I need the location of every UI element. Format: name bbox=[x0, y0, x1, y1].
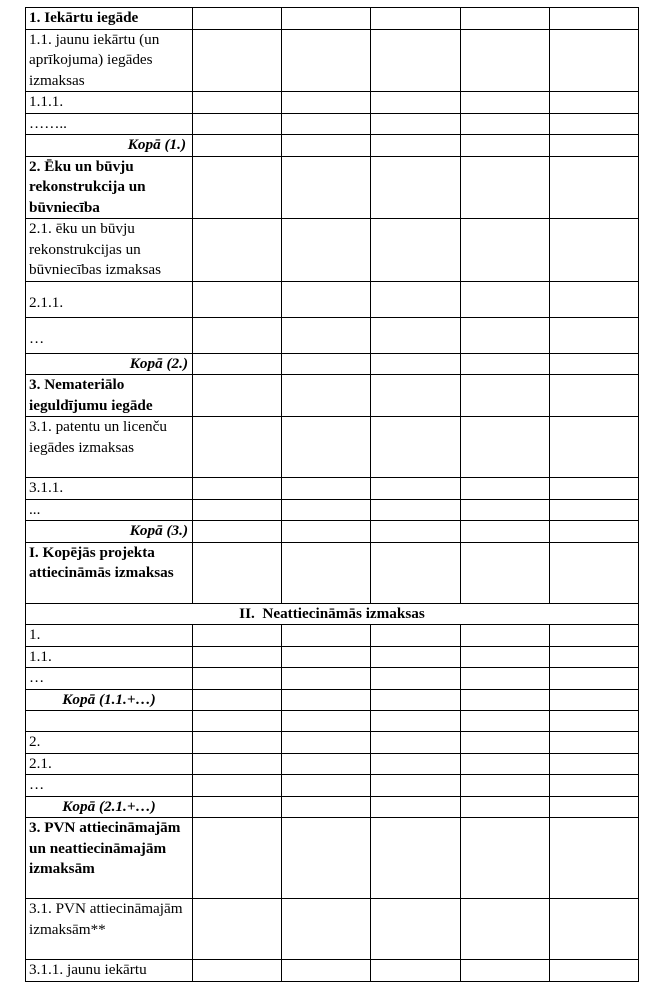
table-cell bbox=[460, 646, 549, 668]
table-cell bbox=[282, 711, 371, 732]
table-cell bbox=[549, 818, 638, 899]
table-cell bbox=[193, 646, 282, 668]
table-cell bbox=[549, 417, 638, 478]
row-label: 1. Iekārtu iegāde bbox=[26, 8, 193, 30]
table-cell bbox=[371, 219, 460, 282]
table-cell bbox=[282, 317, 371, 353]
table-cell bbox=[371, 92, 460, 114]
table-cell bbox=[371, 625, 460, 647]
table-cell bbox=[282, 92, 371, 114]
table-row bbox=[26, 113, 639, 135]
table-cell bbox=[460, 711, 549, 732]
table-row bbox=[26, 711, 639, 732]
table-cell bbox=[193, 668, 282, 690]
table-cell bbox=[282, 478, 371, 500]
table-cell bbox=[282, 29, 371, 92]
table-cell bbox=[549, 8, 638, 30]
table-cell bbox=[460, 960, 549, 982]
table-cell bbox=[549, 689, 638, 711]
table-cell bbox=[282, 753, 371, 775]
table-cell bbox=[371, 711, 460, 732]
row-label: 3. PVN attiecināmajām un neattiecināmajām izmaksām bbox=[26, 818, 193, 899]
table-cell bbox=[549, 753, 638, 775]
table-cell bbox=[549, 317, 638, 353]
table-cell bbox=[549, 281, 638, 317]
table-cell bbox=[460, 317, 549, 353]
table-cell bbox=[282, 796, 371, 818]
table-row bbox=[26, 753, 639, 775]
table-cell bbox=[371, 135, 460, 157]
table-cell bbox=[549, 353, 638, 375]
table-cell bbox=[193, 775, 282, 797]
table-cell bbox=[371, 8, 460, 30]
table-cell bbox=[371, 796, 460, 818]
table-row bbox=[26, 219, 639, 282]
table-cell bbox=[549, 499, 638, 521]
table-cell bbox=[460, 92, 549, 114]
table-row bbox=[26, 689, 639, 711]
table-row bbox=[26, 317, 639, 353]
subtotal-label: Kopā (1.1.+…) bbox=[26, 689, 193, 711]
table-cell bbox=[282, 499, 371, 521]
table-cell bbox=[282, 646, 371, 668]
table-cell bbox=[549, 960, 638, 982]
table-cell bbox=[549, 219, 638, 282]
table-cell bbox=[282, 113, 371, 135]
table-cell bbox=[193, 899, 282, 960]
table-cell bbox=[282, 625, 371, 647]
table-row bbox=[26, 353, 639, 375]
row-label: 2.1.1. bbox=[26, 281, 193, 317]
table-cell bbox=[460, 775, 549, 797]
table-row bbox=[26, 603, 639, 625]
row-label: ... bbox=[26, 499, 193, 521]
table-cell bbox=[549, 732, 638, 754]
table-cell bbox=[460, 219, 549, 282]
table-cell bbox=[460, 625, 549, 647]
table-row bbox=[26, 8, 639, 30]
table-cell bbox=[282, 521, 371, 543]
row-label: …….. bbox=[26, 113, 193, 135]
table-cell bbox=[460, 29, 549, 92]
table-cell bbox=[282, 775, 371, 797]
table-cell bbox=[193, 960, 282, 982]
row-label: … bbox=[26, 668, 193, 690]
table-cell bbox=[549, 156, 638, 219]
table-row bbox=[26, 960, 639, 982]
table-row bbox=[26, 521, 639, 543]
table-row bbox=[26, 499, 639, 521]
table-cell bbox=[193, 499, 282, 521]
table-cell bbox=[549, 92, 638, 114]
table-cell bbox=[193, 8, 282, 30]
table-cell bbox=[371, 668, 460, 690]
table-cell bbox=[549, 646, 638, 668]
table-cell bbox=[193, 156, 282, 219]
table-cell bbox=[282, 668, 371, 690]
row-label: 2.1. bbox=[26, 753, 193, 775]
table-cell bbox=[193, 625, 282, 647]
table-cell bbox=[193, 732, 282, 754]
row-label: I. Kopējās projekta attiecināmās izmaksas bbox=[26, 542, 193, 603]
table-cell bbox=[549, 29, 638, 92]
table-cell bbox=[193, 689, 282, 711]
table-cell bbox=[549, 775, 638, 797]
table-cell bbox=[460, 668, 549, 690]
table-cell bbox=[371, 478, 460, 500]
table-cell bbox=[193, 353, 282, 375]
table-cell bbox=[371, 156, 460, 219]
table-cell bbox=[282, 542, 371, 603]
table-cell bbox=[282, 8, 371, 30]
table-cell bbox=[460, 542, 549, 603]
table-cell bbox=[460, 753, 549, 775]
table-cell bbox=[549, 521, 638, 543]
table-cell bbox=[371, 542, 460, 603]
table-cell bbox=[282, 899, 371, 960]
table-row bbox=[26, 818, 639, 899]
row-label bbox=[26, 711, 193, 732]
table-cell bbox=[282, 281, 371, 317]
cost-table bbox=[25, 7, 639, 982]
table-cell bbox=[193, 711, 282, 732]
table-cell bbox=[460, 689, 549, 711]
table-row bbox=[26, 775, 639, 797]
row-label: 2. Ēku un būvju rekonstrukcija un būvniecība bbox=[26, 156, 193, 219]
table-row bbox=[26, 796, 639, 818]
table-row bbox=[26, 417, 639, 478]
table-row bbox=[26, 732, 639, 754]
table-cell bbox=[282, 375, 371, 417]
table-row bbox=[26, 281, 639, 317]
table-cell bbox=[549, 113, 638, 135]
row-label: 3.1. patentu un licenču iegādes izmaksas bbox=[26, 417, 193, 478]
table-cell bbox=[193, 796, 282, 818]
table-cell bbox=[282, 135, 371, 157]
row-label: 3. Nemateriālo ieguldījumu iegāde bbox=[26, 375, 193, 417]
table-cell bbox=[371, 960, 460, 982]
table-cell bbox=[460, 796, 549, 818]
table-cell bbox=[193, 753, 282, 775]
table-cell bbox=[282, 156, 371, 219]
row-label: 1.1.1. bbox=[26, 92, 193, 114]
row-label: 3.1.1. jaunu iekārtu bbox=[26, 960, 193, 982]
row-label: 3.1.1. bbox=[26, 478, 193, 500]
table-cell bbox=[371, 818, 460, 899]
table-cell bbox=[371, 775, 460, 797]
cost-table-wrapper bbox=[25, 7, 638, 982]
table-cell bbox=[282, 689, 371, 711]
table-cell bbox=[371, 899, 460, 960]
table-cell bbox=[193, 542, 282, 603]
table-cell bbox=[371, 113, 460, 135]
table-row bbox=[26, 375, 639, 417]
row-label: 2. bbox=[26, 732, 193, 754]
table-cell bbox=[193, 281, 282, 317]
table-cell bbox=[282, 732, 371, 754]
table-cell bbox=[371, 281, 460, 317]
table-cell bbox=[460, 135, 549, 157]
table-cell bbox=[371, 689, 460, 711]
table-cell bbox=[549, 478, 638, 500]
table-row bbox=[26, 478, 639, 500]
section-header: II. Neattiecināmās izmaksas bbox=[26, 603, 639, 625]
table-row bbox=[26, 646, 639, 668]
table-cell bbox=[193, 521, 282, 543]
table-cell bbox=[193, 219, 282, 282]
row-label: … bbox=[26, 317, 193, 353]
table-cell bbox=[549, 668, 638, 690]
table-cell bbox=[460, 353, 549, 375]
table-cell bbox=[460, 478, 549, 500]
table-row bbox=[26, 135, 639, 157]
table-cell bbox=[460, 375, 549, 417]
table-cell bbox=[371, 521, 460, 543]
subtotal-label: Kopā (2.) bbox=[26, 353, 193, 375]
table-cell bbox=[460, 417, 549, 478]
table-cell bbox=[371, 753, 460, 775]
table-cell bbox=[371, 317, 460, 353]
table-cell bbox=[371, 375, 460, 417]
table-cell bbox=[193, 375, 282, 417]
table-cell bbox=[193, 478, 282, 500]
row-label: 2.1. ēku un būvju rekonstrukcijas un būvniecības izmaksas bbox=[26, 219, 193, 282]
table-cell bbox=[193, 29, 282, 92]
table-cell bbox=[282, 818, 371, 899]
table-cell bbox=[549, 625, 638, 647]
table-row bbox=[26, 542, 639, 603]
table-row bbox=[26, 92, 639, 114]
table-cell bbox=[282, 417, 371, 478]
table-cell bbox=[460, 113, 549, 135]
row-label: 3.1. PVN attiecināmajām izmaksām** bbox=[26, 899, 193, 960]
table-cell bbox=[460, 156, 549, 219]
row-label: 1.1. jaunu iekārtu (un aprīkojuma) iegādes izmaksas bbox=[26, 29, 193, 92]
table-cell bbox=[193, 818, 282, 899]
row-label: 1. bbox=[26, 625, 193, 647]
table-cell bbox=[460, 499, 549, 521]
table-cell bbox=[460, 818, 549, 899]
table-row bbox=[26, 156, 639, 219]
table-cell bbox=[549, 899, 638, 960]
table-cell bbox=[460, 899, 549, 960]
table-cell bbox=[193, 135, 282, 157]
table-cell bbox=[371, 646, 460, 668]
table-cell bbox=[549, 135, 638, 157]
table-cell bbox=[371, 353, 460, 375]
table-cell bbox=[282, 353, 371, 375]
row-label: … bbox=[26, 775, 193, 797]
table-cell bbox=[549, 796, 638, 818]
table-cell bbox=[282, 219, 371, 282]
table-row bbox=[26, 29, 639, 92]
table-cell bbox=[371, 499, 460, 521]
table-cell bbox=[549, 711, 638, 732]
table-cell bbox=[549, 542, 638, 603]
table-cell bbox=[371, 417, 460, 478]
table-cell bbox=[282, 960, 371, 982]
subtotal-label: Kopā (1.) bbox=[26, 135, 193, 157]
subtotal-label: Kopā (3.) bbox=[26, 521, 193, 543]
table-cell bbox=[460, 732, 549, 754]
table-cell bbox=[193, 92, 282, 114]
table-cell bbox=[460, 521, 549, 543]
row-label: 1.1. bbox=[26, 646, 193, 668]
table-cell bbox=[371, 29, 460, 92]
subtotal-label: Kopā (2.1.+…) bbox=[26, 796, 193, 818]
table-row bbox=[26, 625, 639, 647]
table-cell bbox=[460, 8, 549, 30]
table-cell bbox=[371, 732, 460, 754]
table-cell bbox=[193, 417, 282, 478]
table-row bbox=[26, 668, 639, 690]
table-cell bbox=[460, 281, 549, 317]
table-cell bbox=[549, 375, 638, 417]
table-row bbox=[26, 899, 639, 960]
table-cell bbox=[193, 317, 282, 353]
table-cell bbox=[193, 113, 282, 135]
